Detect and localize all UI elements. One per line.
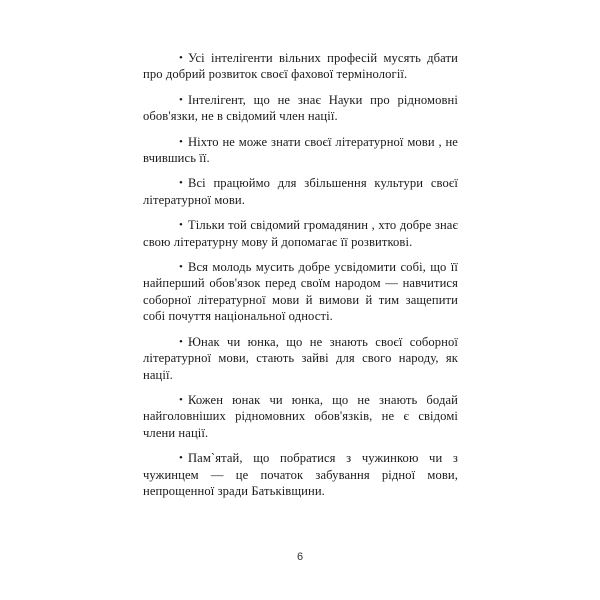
paragraph-1 (143, 50, 458, 83)
paragraph-4 (143, 175, 458, 208)
paragraph-text: Усі інтелігенти вільних професій мусять дбати про добрий розвиток своєї фахової термінології. (143, 51, 458, 82)
paragraph-text: Вся молодь мусить добре усвідомити собі, що її найперший обов'язок перед своїм народом — навчитися соборної літературної мови й вимови й тим защепити собі почуття національної одності. (143, 260, 458, 324)
text-block (143, 50, 458, 508)
bullet-icon: • (179, 135, 183, 148)
bullet-icon: • (179, 177, 183, 190)
paragraph-8 (143, 392, 458, 441)
paragraph-6 (143, 259, 458, 325)
paragraph-text: Юнак чи юнка, що не знають своєї соборної літературної мови, стають зайві для свого народу, як нації. (143, 334, 458, 382)
paragraph-text: Кожен юнак чи юнка, що не знають бодай найголовніших рідномовних обов'язків, не є свідомі члени нації. (143, 392, 458, 440)
bullet-icon: • (179, 219, 183, 232)
paragraph-5 (143, 217, 458, 250)
paragraph-text: Всі працюймо для збільшення культури своєї літературної мови. (143, 176, 458, 207)
bullet-icon: • (179, 452, 183, 465)
paragraph-text: Ніхто не може знати своєї літературної мови , не вчившись її. (143, 134, 458, 166)
paragraph-9 (143, 450, 458, 499)
bullet-icon: • (179, 261, 183, 274)
bullet-icon: • (179, 335, 183, 348)
paragraph-2 (143, 92, 458, 125)
page-number: 6 (296, 551, 304, 563)
paragraph-text: Пам`ятай, що побратися з чужинкою чи з чужинцем — це початок забування рідної мови, непрощенної зради Батьківщини. (143, 451, 458, 498)
bullet-icon: • (179, 93, 183, 106)
paragraph-3 (143, 134, 458, 167)
bullet-icon: • (179, 393, 183, 406)
bullet-icon: • (179, 52, 183, 64)
paragraph-text: Інтелігент, що не знає Науки про рідномовні обов'язки, не в свідомий член нації. (143, 92, 458, 124)
paragraph-text: Тільки той свідомий громадянин , хто добре знає свою літературну мову й допомагає її розвиткові. (143, 218, 458, 249)
paragraph-7 (143, 334, 458, 383)
